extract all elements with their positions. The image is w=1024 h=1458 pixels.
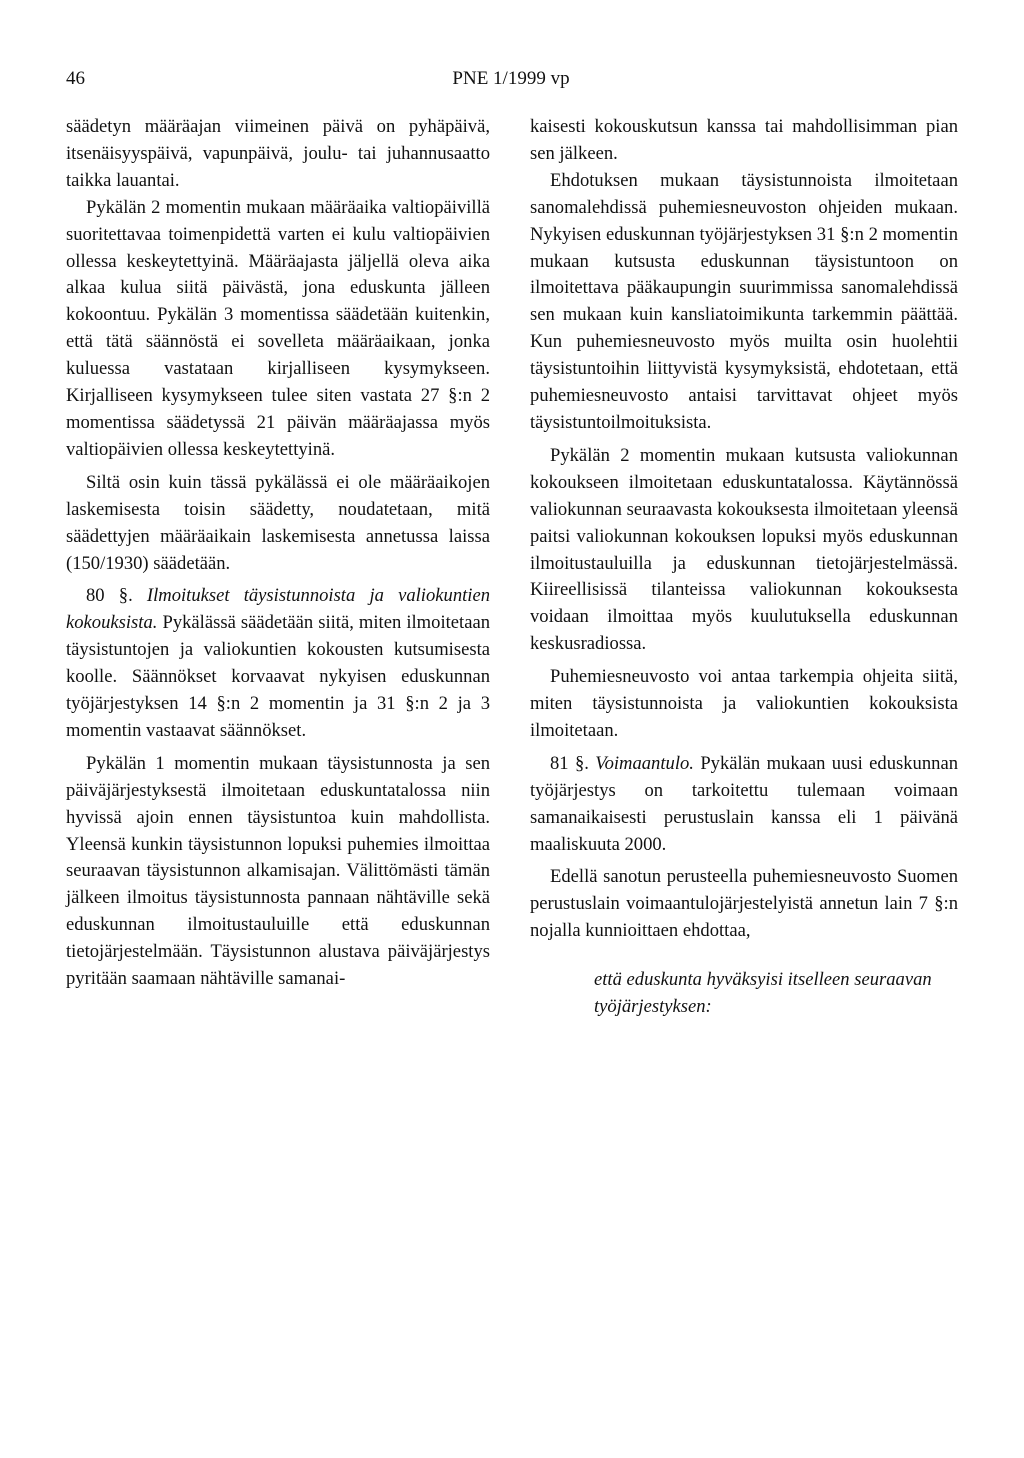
page-number: 46 — [66, 68, 85, 89]
right-column — [530, 114, 958, 1021]
section-heading: Ilmoitukset täysistunnoista ja valiokuntien kokouksista. — [66, 585, 490, 634]
paragraph-section-81 — [530, 751, 958, 859]
paragraph-committee-meetings: Pykälän 2 momentin mukaan kutsusta valiokunnan kokoukseen ilmoitetaan eduskuntatalossa. Käytännössä valiokunnan seuraavasta kokouksesta ilmoitetaan yleensä paitsi valiokunnan kokouksen lopuksi myös eduskunnan ilmoitustauluilla ja eduskunnan tietojärjestelmässä. Kiireellisissä tilanteissa valiokunnan kokouksesta voidaan ilmoittaa myös kuulutuksella eduskunnan keskusradiossa. — [530, 444, 958, 655]
paragraph-section-80 — [66, 583, 490, 744]
paragraph-continuation: kaisesti kokouskutsun kanssa tai mahdollisimman pian sen jälkeen. — [530, 116, 958, 164]
section-number: 81 §. — [550, 752, 589, 774]
paragraph-newspaper-notices: Ehdotuksen mukaan täysistunnoista ilmoitetaan sanomalehdissä puhemiesneuvoston ohjeiden mukaan. Nykyisen eduskunnan työjärjestyksen 31 §:n 2 momentin mukaan kutsusta eduskunnan täysistuntoon on ilmoitettava pääkaupungin suurimmissa sanomalehdissä sen mukaan kuin kansliatoimikunta tarkemmin päättää. Kun puhemiesneuvosto myös muilta osin huolehtii täysistuntoihin liittyvistä kysymyksistä, ehdotetaan, että puhemiesneuvosto antaisi tarvittavat ohjeet myös täysistuntoilmoituksista. — [530, 169, 958, 433]
paragraph-continuation: säädetyn määräajan viimeinen päivä on pyhäpäivä, itsenäisyyspäivä, vapunpäivä, joulu- tai juhannusaatto taikka lauantai. — [66, 116, 490, 191]
section-heading: Voimaantulo. — [595, 752, 694, 774]
paragraph-speaker-instructions: Puhemiesneuvosto voi antaa tarkempia ohjeita siitä, miten täysistunnoista ja valiokuntien kokouksista ilmoitetaan. — [530, 666, 958, 741]
paragraph-section-79-other: Siltä osin kuin tässä pykälässä ei ole määräaikojen laskemisesta toisin säädetty, noudatetaan, mitä säädettyjen määräaikain laskemisesta annetussa laissa (150/1930) säädetään. — [66, 471, 490, 574]
left-column — [66, 114, 490, 993]
paragraph-section-80-moment-1: Pykälän 1 momentin mukaan täysistunnosta ja sen päiväjärjestyksestä ilmoitetaan eduskuntatalossa niin hyvissä ajoin ennen täysistuntoa kuin mahdollista. Yleensä kunkin täysistunnon lopuksi puhemies ilmoittaa seuraavan täysistunnon alkamisajan. Välittömästi tämän jälkeen ilmoitus täysistunnosta pannaan nähtäville sekä eduskunnan ilmoitustauluille että eduskunnan tietojärjestelmään. Täysistunnon alustava päiväjärjestys pyritään saamaan nähtäville samanai- — [66, 752, 490, 990]
page-header — [66, 64, 956, 94]
paragraph-section-79-moment-2: Pykälän 2 momentin mukaan määräaika valtiopäivillä suoritettavaa toimenpidettä varten ei kulu valtiopäivien ollessa keskeytettyinä. Määräajasta jäljellä oleva aika alkaa kulua siitä päivästä, jona eduskunta jälleen kokoontuu. Pykälän 3 momentissa säädetään kuitenkin, että tätä säännöstä ei sovelleta määräaikaan, jonka kuluessa vastataan kirjalliseen kysymykseen. Kirjalliseen kysymykseen tulee siten vastata 27 §:n 2 momentissa säädetyssä 21 päivän määräajassa myös valtiopäivien ollessa keskeytettyinä. — [66, 196, 490, 460]
section-text: Pykälän mukaan uusi eduskunnan työjärjestys on tarkoitettu tulemaan voimaan samanaikaisesti perustuslain kanssa eli 1 päivänä maaliskuuta 2000. — [530, 752, 958, 855]
section-number: 80 §. — [86, 585, 133, 607]
document-title: PNE 1/1999 vp — [452, 68, 570, 89]
paragraph-conclusion: Edellä sanotun perusteella puhemiesneuvosto Suomen perustuslain voimaantulojärjestelyistä annetun lain 7 §:n nojalla kunnioittaen ehdottaa, — [530, 866, 958, 942]
section-text: Pykälässä säädetään siitä, miten ilmoitetaan täysistuntojen ja valiokuntien kokousten kutsumisesta koolle. Säännökset korvaavat nykyisen eduskunnan työjärjestyksen 14 §:n 2 momentin ja 31 §:n 2 ja 3 momentin vastaavat säännökset. — [66, 612, 490, 741]
proposal-text: että eduskunta hyväksyisi itselleen seuraavan työjärjestyksen: — [594, 969, 932, 1018]
